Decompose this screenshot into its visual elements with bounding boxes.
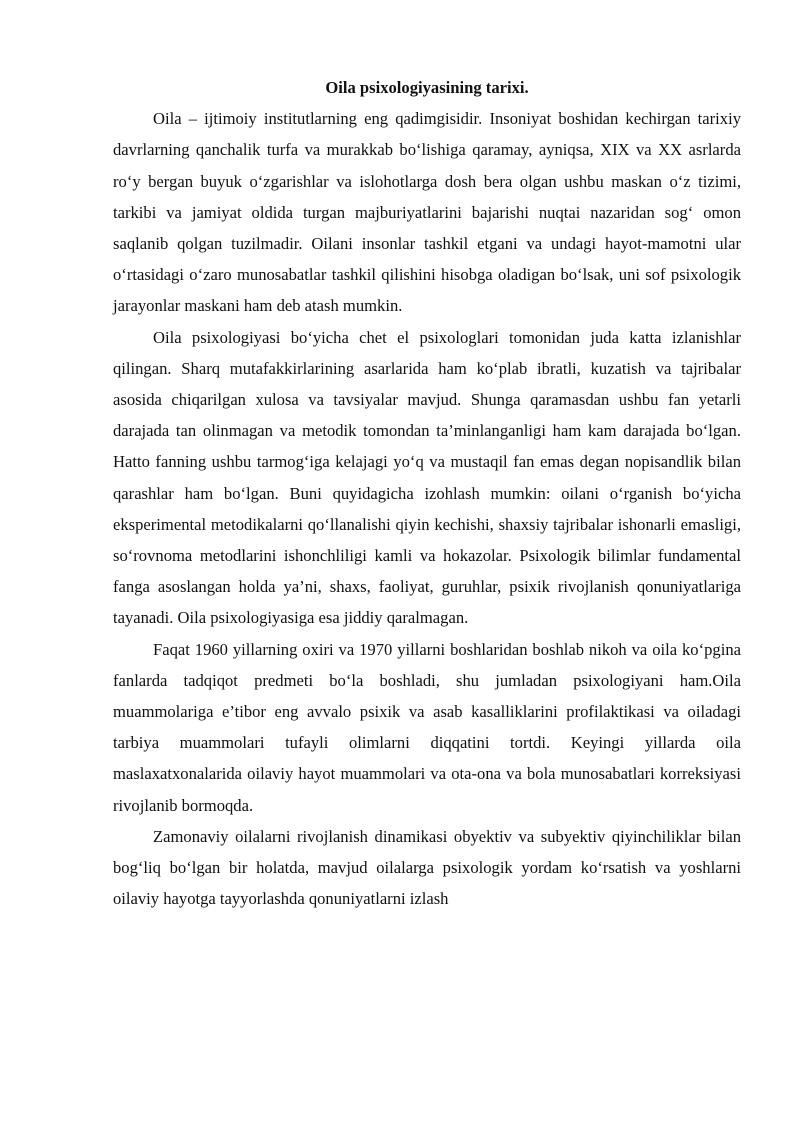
paragraph-2: Oila psixologiyasi bo‘yicha chet el psixologlari tomonidan juda katta izlanishlar qilingan. Sharq mutafakkirlarining asarlarida ham ko‘plab ibratli, kuzatish va tajribalar asosida chiqarilgan xulosa va tavsiyalar mavjud. Shunga qaramasdan ushbu fan yetarli darajada tan olinmagan va metodik tomondan ta’minlanganligi ham kam darajada bo‘lgan. Hatto fanning ushbu tarmog‘iga kelajagi yo‘q va mustaqil fan emas degan nopisandlik bilan qarashlar ham bo‘lgan. Buni quyidagicha izohlash mumkin: oilani o‘rganish bo‘yicha eksperimental metodikalarni qo‘llanalishi qiyin kechishi, shaxsiy tajribalar ishonarli emasligi, so‘rovnoma metodlarini ishonchliligi kamli va hokazolar. Psixologik bilimlar fundamental fanga asoslangan holda ya’ni, shaxs, faoliyat, guruhlar, psixik rivojlanish qonuniyatlariga tayanadi. Oila psixologiyasiga esa jiddiy qaralmagan. <box>113 327 741 628</box>
paragraph-3: Faqat 1960 yillarning oxiri va 1970 yillarni boshlaridan boshlab nikoh va oila ko‘pgina fanlarda tadqiqot predmeti bo‘la boshladi, shu jumladan psixologiyani ham.Oila muammolariga e’tibor eng avvalo psixik va asab kasalliklarini profilaktikasi va oiladagi tarbiya muammolari tufayli olimlarni diqqatini tortdi. Keyingi yillarda oila maslaxatxonalarida oilaviy hayot muammolari va ota-ona va bola munosabatlari korreksiyasi rivojlanib bormoqda. <box>113 639 741 815</box>
document-title: Oila psixologiyasining tarixi. <box>325 78 529 97</box>
paragraph-4: Zamonaviy oilalarni rivojlanish dinamikasi obyektiv va subyektiv qiyinchiliklar bilan bog‘liq bo‘lgan bir holatda, mavjud oilalarga psixologik yordam ko‘rsatish va yoshlarni oilaviy hayotga tayyorlashda qonuniyatlarni izlash <box>113 826 741 909</box>
paragraph-1: Oila – ijtimoiy institutlarning eng qadimgisidir. Insoniyat boshidan kechirgan tarixiy davrlarning qanchalik turfa va murakkab bo‘lishiga qaramay, ayniqsa, XIX va XX asrlarda ro‘y bergan buyuk o‘zgarishlar va islohotlarga dosh bera olgan ushbu maskan o‘z tizimi, tarkibi va jamiyat oldida turgan majburiyatlarini bajarishi nuqtai nazaridan sog‘ omon saqlanib qolgan tuzilmadir. Oilani insonlar tashkil etgani va undagi hayot-mamotni ular o‘rtasidagi o‘zaro munosabatlar tashkil qilishini hisobga oladigan bo‘lsak, uni sof psixologik jarayonlar maskani ham deb atash mumkin. <box>113 109 741 316</box>
document-page <box>113 72 741 914</box>
